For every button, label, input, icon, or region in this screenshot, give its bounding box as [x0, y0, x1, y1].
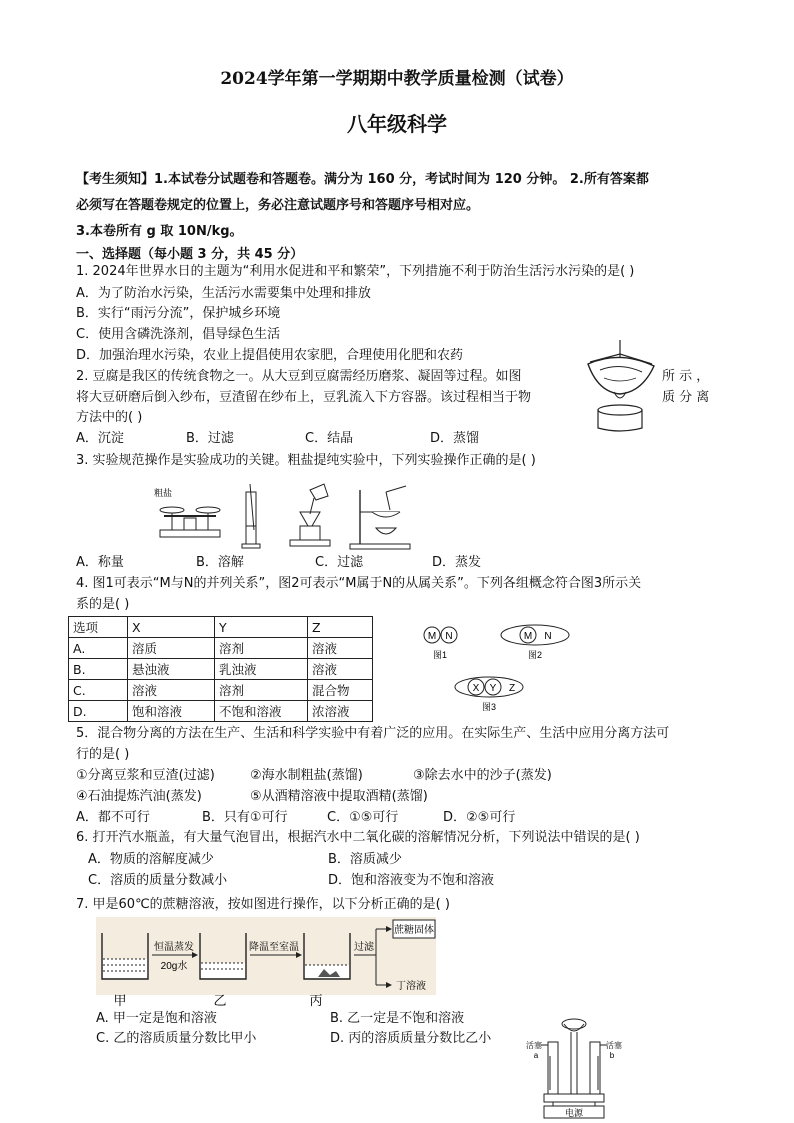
q7-step3-label: 过滤: [354, 942, 374, 953]
electrolysis-apparatus-figure: [514, 1016, 634, 1120]
q3-option-a: A．称量: [76, 555, 124, 570]
q2-option-b: B．过滤: [186, 431, 234, 446]
q6-option-c: C．溶质的质量分数减小: [88, 873, 228, 888]
table-cell: 溶质: [128, 638, 215, 659]
table-row: [69, 659, 373, 680]
fig1-n-label: N: [445, 631, 453, 642]
table-cell: A.: [69, 638, 128, 659]
q7-stem: 7. 甲是60℃的蔗糖溶液，按如图进行操作，以下分析正确的是( ): [76, 897, 450, 912]
table-row: [69, 638, 373, 659]
table-header-row: [69, 617, 373, 638]
q2-line-2: 将大豆研磨后倒入纱布，豆渣留在纱布上，豆乳流入下方容器。该过程相当于物: [76, 390, 532, 405]
table-cell: 溶剂: [215, 680, 308, 701]
q4-line-2: 系的是( ): [76, 597, 130, 612]
q3-crude-salt-label: 粗盐: [154, 488, 173, 498]
right-tag-label: b: [609, 1051, 615, 1060]
table-cell: 乳浊液: [215, 659, 308, 680]
fig1-m-label: M: [427, 631, 437, 642]
fig2-n-label: N: [544, 631, 552, 642]
table-row: [69, 701, 373, 722]
q7-step1-sub: 20g水: [160, 961, 188, 972]
left-valve-label: 活塞: [526, 1041, 542, 1050]
exam-title: 2024学年第一学期期中教学质量检测（试卷）: [220, 69, 574, 89]
q2-line-1: 2. 豆腐是我区的传统食物之一。从大豆到豆腐需经历磨浆、凝固等过程。如图: [76, 369, 522, 384]
q3-stem: 3. 实验规范操作是实验成功的关键。粗盐提纯实验中，下列实验操作正确的是( ): [76, 453, 536, 468]
q4-relationship-diagrams: [418, 622, 598, 714]
table-cell: 溶液: [308, 638, 373, 659]
notice-line-2: 必须写在答题卷规定的位置上，务必注意试题序号和答题序号相对应。: [76, 198, 480, 213]
table-cell: 溶液: [128, 680, 215, 701]
q7-process-diagram: [96, 917, 436, 1007]
right-valve-label: 活塞: [606, 1041, 622, 1050]
fig3-y-label: Y: [489, 683, 497, 694]
q7-option-d: D. 丙的溶质质量分数比乙小: [330, 1031, 492, 1046]
q4-line-1: 4. 图1可表示“M与N的并列关系”，图2可表示“M属于N的从属关系”。下列各组概念符合图3所示关: [76, 576, 642, 591]
fig3-caption: 图3: [481, 702, 497, 712]
fig3-z-label: Z: [508, 683, 516, 694]
q1-option-d: D．加强治理水污染，农业上提倡使用农家肥，合理使用化肥和农药: [76, 348, 464, 363]
q5-option-d: D．②⑤可行: [443, 810, 516, 825]
q5-option-b: B．只有①可行: [202, 810, 288, 825]
section-title: 一、选择题（每小题 3 分，共 45 分）: [76, 247, 304, 262]
beaker-jia-label: 甲: [113, 993, 127, 1007]
q5-line-2: 行的是( ): [76, 747, 130, 762]
fig2-caption: 图2: [527, 650, 543, 660]
q5-item-2: ②海水制粗盐(蒸馏): [250, 768, 363, 783]
fig2-m-label: M: [523, 631, 533, 642]
q3-option-c: C．过滤: [315, 555, 364, 570]
q7-out1-label: 蔗糖固体: [394, 925, 434, 936]
q4-options-table: [68, 616, 373, 722]
q2-line-1-tail: 所 示 ，: [662, 369, 710, 384]
q1-stem: 1. 2024年世界水日的主题为“利用水促进和平和繁荣”，下列措施不利于防治生活污水污染的是( ): [76, 264, 635, 279]
q6-option-b: B．溶质减少: [328, 852, 402, 867]
q7-option-b: B. 乙一定是不饱和溶液: [330, 1011, 465, 1026]
q2-line-3: 方法中的( ): [76, 410, 143, 425]
q7-out2-label: 丁溶液: [396, 981, 426, 992]
q2-line-2-tail: 质 分 离: [662, 390, 710, 405]
power-supply-label: 电源: [564, 1108, 584, 1118]
q1-option-c: C．使用含磷洗涤剂，倡导绿色生活: [76, 327, 281, 342]
table-cell: 不饱和溶液: [215, 701, 308, 722]
left-tag-label: a: [533, 1051, 539, 1060]
table-cell: 浓溶液: [308, 701, 373, 722]
tofu-filter-figure: [580, 340, 660, 432]
table-cell: 混合物: [308, 680, 373, 701]
table-cell: D.: [69, 701, 128, 722]
table-cell: 溶剂: [215, 638, 308, 659]
table-cell: 溶液: [308, 659, 373, 680]
notice-line-3: 3.本卷所有 g 取 10N/kg。: [76, 224, 243, 239]
q6-stem: 6. 打开汽水瓶盖，有大量气泡冒出，根据汽水中二氧化碳的溶解情况分析，下列说法中错误的是( ): [76, 830, 640, 845]
q2-option-a: A．沉淀: [76, 431, 124, 446]
q2-option-c: C．结晶: [305, 431, 354, 446]
q3-experiment-figures: [150, 482, 412, 552]
q7-option-a: A. 甲一定是饱和溶液: [96, 1011, 217, 1026]
q5-line-1: 5．混合物分离的方法在生产、生活和科学实验中有着广泛的应用。在实际生产、生活中应用分离方法可: [76, 726, 670, 741]
table-cell: 悬浊液: [128, 659, 215, 680]
table-row: [69, 680, 373, 701]
table-header-cell: 选项: [69, 617, 128, 638]
table-header-cell: Z: [308, 617, 373, 638]
q7-step1-label: 恒温蒸发: [154, 942, 194, 953]
q7-option-c: C. 乙的溶质质量分数比甲小: [96, 1031, 257, 1046]
q2-option-d: D．蒸馏: [430, 431, 480, 446]
q5-item-4: ④石油提炼汽油(蒸发): [76, 789, 202, 804]
q6-option-a: A．物质的溶解度减少: [88, 852, 214, 867]
table-cell: B.: [69, 659, 128, 680]
table-cell: 饱和溶液: [128, 701, 215, 722]
q3-option-b: B．溶解: [196, 555, 244, 570]
q6-option-d: D．饱和溶液变为不饱和溶液: [328, 873, 495, 888]
table-cell: C.: [69, 680, 128, 701]
table-header-cell: Y: [215, 617, 308, 638]
q7-step2-label: 降温至室温: [249, 942, 299, 953]
q5-item-3: ③除去水中的沙子(蒸发): [413, 768, 552, 783]
notice-line-1: 【考生须知】1.本试卷分试题卷和答题卷。满分为 160 分，考试时间为 120 分钟。 2.所有答案都: [76, 172, 649, 187]
q5-option-c: C．①⑤可行: [327, 810, 399, 825]
beaker-yi-label: 乙: [213, 993, 227, 1007]
q3-option-d: D．蒸发: [432, 555, 482, 570]
q1-option-b: B．实行“雨污分流”，保护城乡环境: [76, 306, 281, 321]
beaker-bing-label: 丙: [309, 993, 323, 1007]
q5-item-5: ⑤从酒精溶液中提取酒精(蒸馏): [250, 789, 428, 804]
q5-item-1: ①分离豆浆和豆渣(过滤): [76, 768, 215, 783]
q1-option-a: A．为了防治水污染，生活污水需要集中处理和排放: [76, 286, 371, 301]
fig3-x-label: X: [472, 683, 480, 694]
table-header-cell: X: [128, 617, 215, 638]
fig1-caption: 图1: [432, 650, 448, 660]
exam-subtitle: 八年级科学: [347, 112, 447, 136]
q5-option-a: A．都不可行: [76, 810, 150, 825]
